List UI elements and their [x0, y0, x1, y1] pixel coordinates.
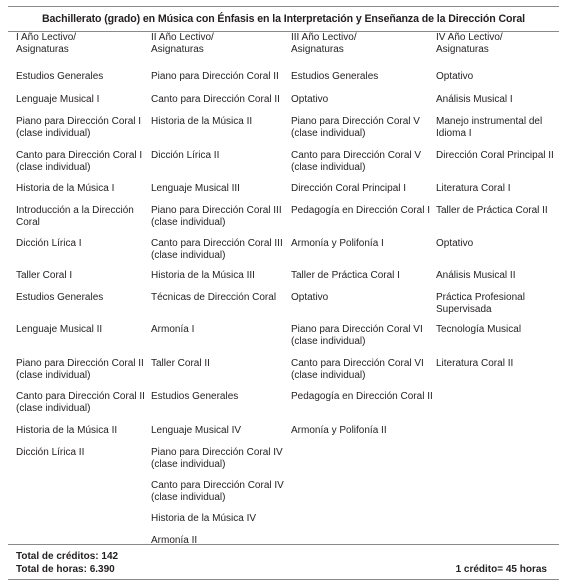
course-cell: Estudios Generales [151, 391, 239, 402]
course-cell: Técnicas de Dirección Coral [151, 292, 277, 303]
course-cell: Canto para Dirección Coral III (clase individual) [151, 238, 283, 261]
course-cell: Manejo instrumental del Idioma I [436, 116, 543, 139]
course-cell: Canto para Dirección Coral IV (clase individual) [151, 480, 284, 503]
course-cell: Pedagogía en Dirección Coral II [291, 391, 433, 402]
course-cell: Canto para Dirección Coral II (clase individual) [16, 391, 145, 414]
course-cell: Taller Coral I [16, 270, 73, 281]
course-cell: Piano para Dirección Coral V (clase individual) [291, 116, 420, 139]
table-title: Bachillerato (grado) en Música con Énfasis en la Interpretación y Enseñanza de la Dirección Coral [8, 6, 559, 32]
course-cell: Armonía y Polifonía I [291, 238, 384, 249]
course-cell: Historia de la Música I [16, 183, 115, 194]
course-cell: Historia de la Música II [151, 116, 253, 127]
course-cell: Canto para Dirección Coral II [151, 94, 280, 105]
course-cell: Historia de la Música III [151, 270, 255, 281]
column-header: II Año Lectivo/ Asignaturas [151, 32, 214, 55]
column-header: III Año Lectivo/ Asignaturas [291, 32, 357, 55]
course-cell: Lenguaje Musical III [151, 183, 240, 194]
course-cell: Lenguaje Musical II [16, 324, 103, 335]
course-cell: Armonía I [151, 324, 195, 335]
course-cell: Historia de la Música IV [151, 513, 257, 524]
course-cell: Literatura Coral II [436, 358, 514, 369]
course-cell: Taller Coral II [151, 358, 210, 369]
course-cell: Estudios Generales [291, 71, 379, 82]
course-cell: Estudios Generales [16, 292, 104, 303]
course-cell: Optativo [291, 94, 329, 105]
course-cell: Historia de la Música II [16, 425, 118, 436]
course-cell: Dicción Lírica II [151, 150, 220, 161]
course-cell: Taller de Práctica Coral II [436, 205, 548, 216]
course-cell: Análisis Musical I [436, 94, 513, 105]
credit-note: 1 crédito= 45 horas [455, 564, 547, 575]
course-cell: Canto para Dirección Coral I (clase individual) [16, 150, 143, 173]
course-cell: Taller de Práctica Coral I [291, 270, 400, 281]
course-cell: Optativo [291, 292, 329, 303]
course-cell: Armonía y Polifonía II [291, 425, 387, 436]
totals [16, 550, 118, 576]
course-cell: Piano para Dirección Coral II (clase individual) [16, 358, 144, 381]
course-cell: Piano para Dirección Coral I (clase individual) [16, 116, 142, 139]
course-cell: Literatura Coral I [436, 183, 511, 194]
course-cell: Dirección Coral Principal II [436, 150, 554, 161]
course-cell: Análisis Musical II [436, 270, 516, 281]
course-cell: Pedagogía en Dirección Coral I [291, 205, 430, 216]
curriculum-table [8, 6, 559, 579]
column-header: IV Año Lectivo/ Asignaturas [436, 32, 503, 55]
course-cell: Piano para Dirección Coral II [151, 71, 279, 82]
column-header: I Año Lectivo/ Asignaturas [16, 32, 77, 55]
table-footer [8, 544, 559, 580]
total-hours: Total de horas: 6.390 [16, 564, 115, 575]
course-cell: Dicción Lírica I [16, 238, 82, 249]
course-cell: Lenguaje Musical I [16, 94, 100, 105]
course-cell: Piano para Dirección Coral III (clase individual) [151, 205, 282, 228]
course-cell: Estudios Generales [16, 71, 104, 82]
course-cell: Lenguaje Musical IV [151, 425, 242, 436]
course-cell: Dirección Coral Principal I [291, 183, 407, 194]
course-cell: Armonía II [151, 535, 198, 546]
course-cell: Canto para Dirección Coral VI (clase individual) [291, 358, 424, 381]
total-credits: Total de créditos: 142 [16, 551, 119, 562]
course-cell: Optativo [436, 238, 474, 249]
course-cell: Canto para Dirección Coral V (clase individual) [291, 150, 422, 173]
course-cell: Piano para Dirección Coral VI (clase individual) [291, 324, 423, 347]
course-cell: Introducción a la Dirección Coral [16, 205, 134, 228]
course-cell: Piano para Dirección Coral IV (clase individual) [151, 447, 283, 470]
course-cell: Dicción Lírica II [16, 447, 85, 458]
course-cell: Optativo [436, 71, 474, 82]
course-cell: Práctica Profesional Supervisada [436, 292, 525, 315]
course-cell: Tecnología Musical [436, 324, 522, 335]
